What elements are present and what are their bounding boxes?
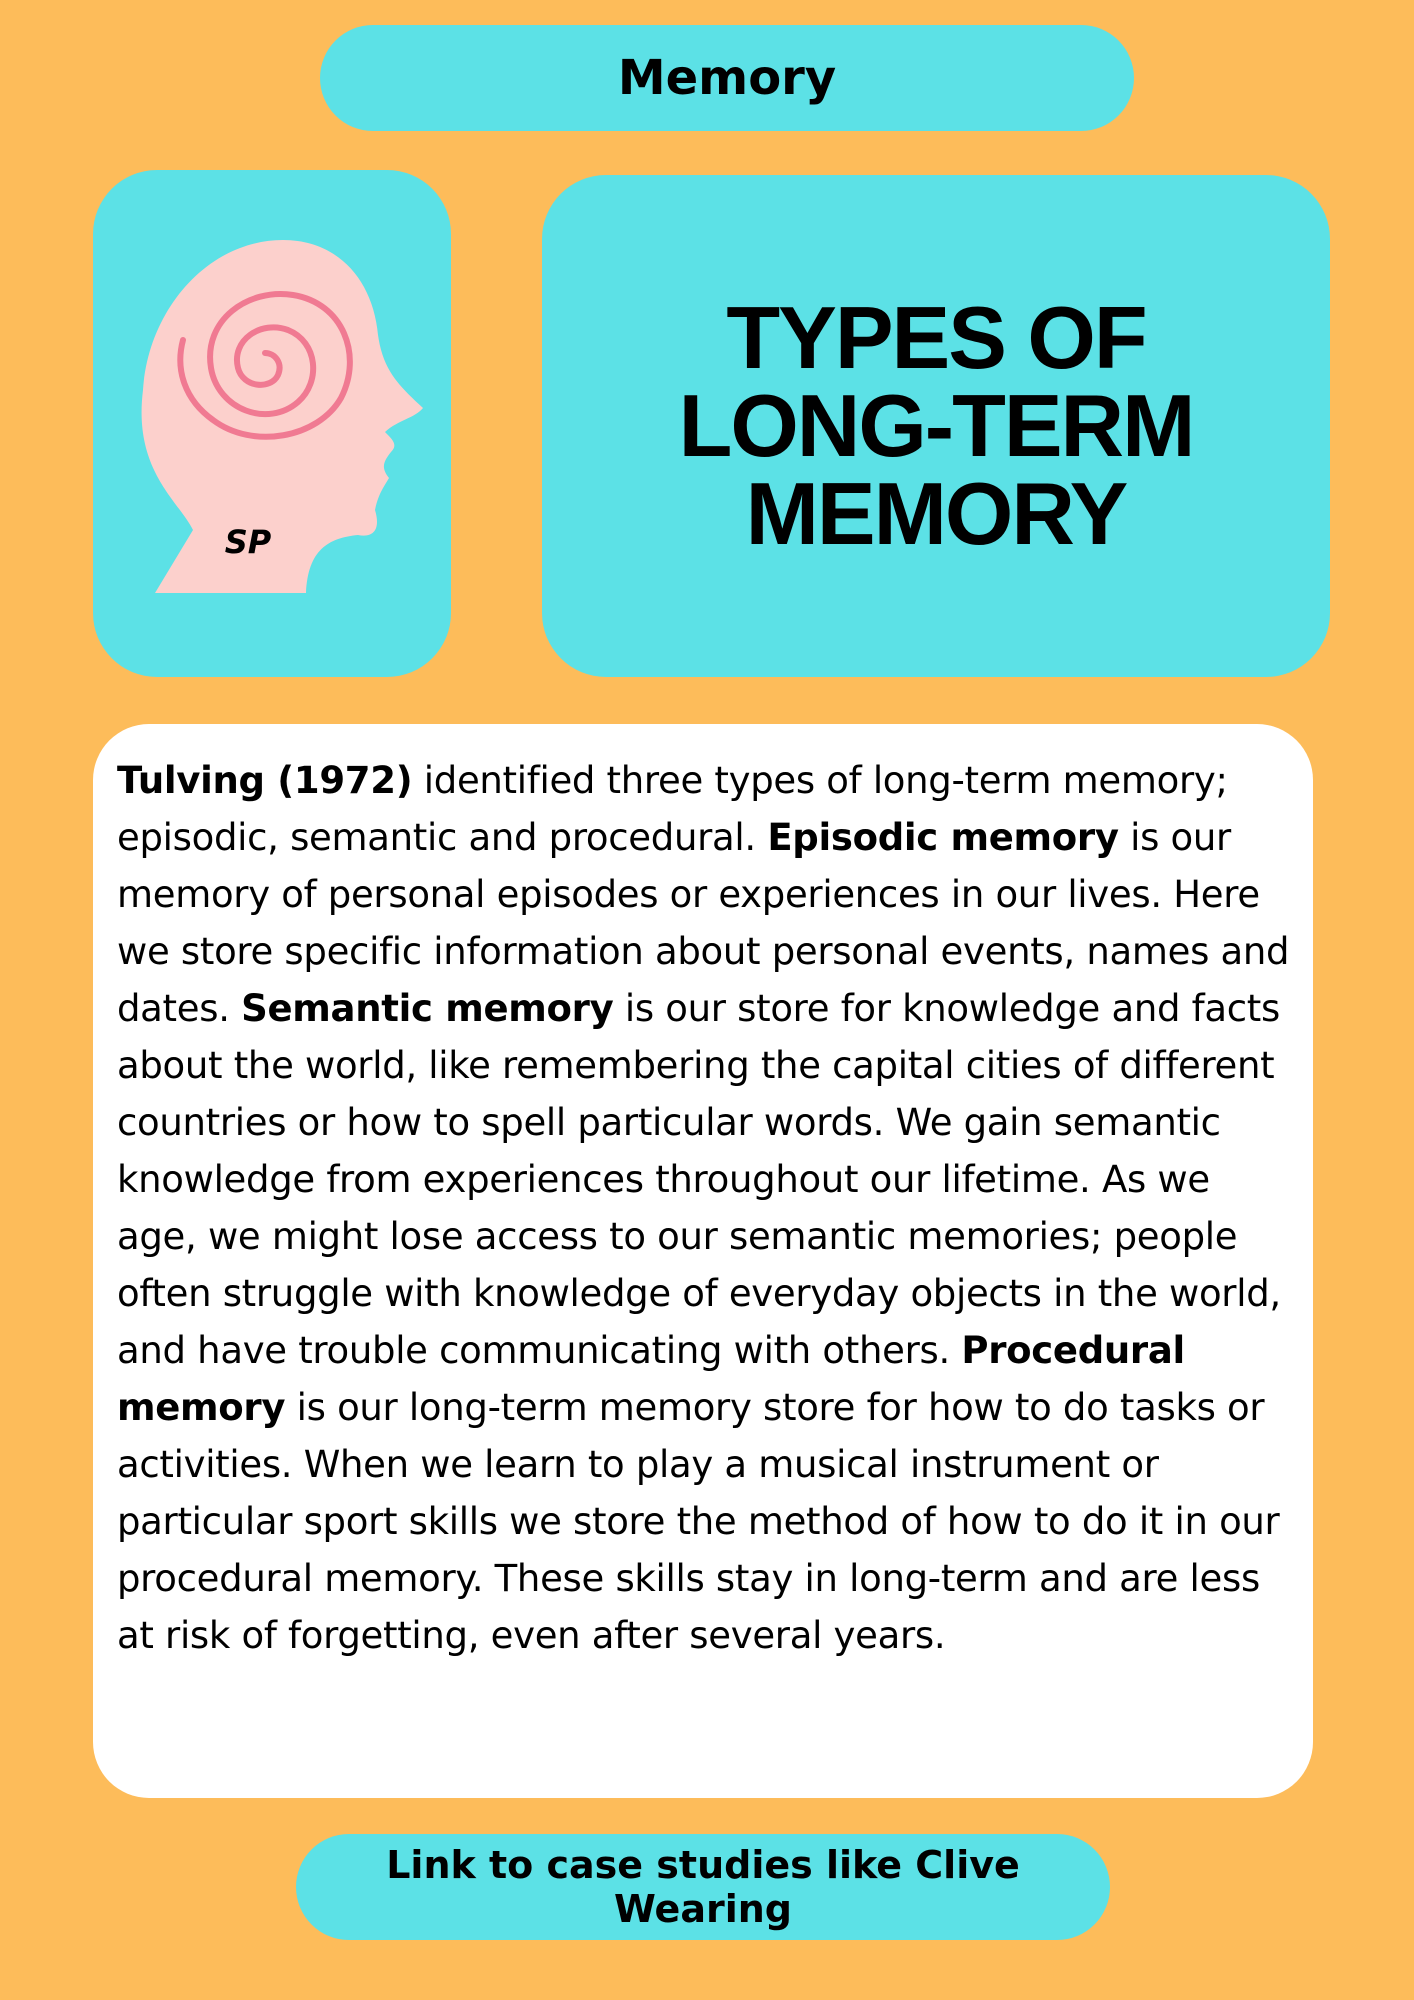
title-line: MEMORY — [745, 464, 1127, 563]
term-semantic-memory: Semantic memory — [241, 987, 614, 1030]
body-paragraph — [117, 752, 1291, 1664]
title-line: TYPES OF — [726, 288, 1146, 387]
body-text-segment: is our long-term memory store for how to do tasks or activities. When we learn to play a musical instrument or particular sport skills we store the method of how to do it in our procedural memory. These skills stay in long-term and are less at risk of forgetting, even after several years. — [117, 1386, 1280, 1657]
initials-label: SP — [224, 523, 272, 561]
topic-heading: Memory — [320, 25, 1134, 131]
body-card — [93, 724, 1313, 1798]
term-procedural-memory: Procedural memory — [117, 1329, 1185, 1429]
title-line: LONG-TERM — [678, 376, 1194, 475]
term-tulving: Tulving (1972) — [117, 759, 413, 802]
case-studies-link[interactable]: Link to case studies like Clive Wearing — [296, 1834, 1110, 1940]
term-episodic-memory: Episodic memory — [767, 816, 1119, 859]
body-text-segment: identified three types of long-term memory; episodic, semantic and procedural. — [117, 759, 1228, 859]
page-title — [678, 288, 1194, 563]
head-spiral-icon — [93, 170, 451, 677]
icon-card — [93, 170, 451, 677]
body-text-segment: is our store for knowledge and facts about the world, like remembering the capital cities of different countries or how to spell particular words. We gain semantic knowledge from experiences throughout our lifetime. As we age, we might lose access to our semantic memories; people often struggle with knowledge of everyday objects in the world, and have trouble communicating with others. — [117, 987, 1281, 1372]
body-text-segment: is our memory of personal episodes or experiences in our lives. Here we store specific information about personal events, names and dates. — [117, 816, 1290, 1030]
title-card — [542, 175, 1330, 677]
